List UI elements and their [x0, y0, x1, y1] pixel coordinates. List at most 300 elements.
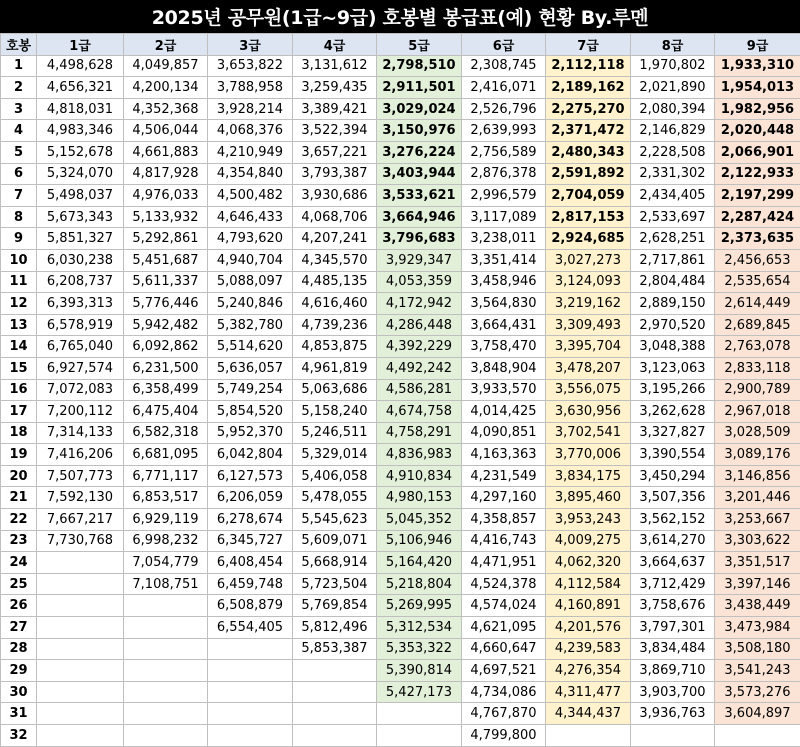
salary-cell: 6,582,318: [124, 422, 208, 444]
salary-cell: 5,164,420: [377, 552, 462, 574]
salary-cell: 4,500,482: [208, 185, 293, 207]
salary-table: [0, 33, 800, 747]
salary-cell: 2,535,654: [715, 271, 800, 293]
salary-cell: 3,562,152: [631, 509, 715, 531]
salary-cell: 2,817,153: [546, 206, 631, 228]
salary-cell: 4,767,870: [462, 703, 546, 725]
salary-cell: 5,240,846: [208, 293, 293, 315]
salary-cell: 2,197,299: [715, 185, 800, 207]
salary-cell: 5,427,173: [377, 681, 462, 703]
salary-cell: [377, 703, 462, 725]
hobong-cell: 8: [1, 206, 37, 228]
salary-cell: [546, 725, 631, 747]
table-row: [1, 120, 800, 142]
table-row: [1, 422, 800, 444]
salary-cell: 5,854,520: [208, 401, 293, 423]
salary-cell: 4,231,549: [462, 465, 546, 487]
salary-cell: 2,331,302: [631, 163, 715, 185]
hobong-cell: 22: [1, 509, 37, 531]
hobong-cell: 12: [1, 293, 37, 315]
salary-cell: 5,749,254: [208, 379, 293, 401]
hobong-cell: 13: [1, 314, 37, 336]
salary-cell: 3,758,470: [462, 336, 546, 358]
salary-cell: 3,936,763: [631, 703, 715, 725]
salary-cell: 2,924,685: [546, 228, 631, 250]
salary-cell: 2,526,796: [462, 98, 546, 120]
hobong-cell: 18: [1, 422, 37, 444]
salary-cell: 4,961,819: [293, 357, 377, 379]
salary-cell: 3,253,667: [715, 509, 800, 531]
salary-cell: 4,646,433: [208, 206, 293, 228]
salary-cell: [293, 703, 377, 725]
hobong-cell: 9: [1, 228, 37, 250]
hobong-cell: 5: [1, 141, 37, 163]
salary-cell: 6,853,517: [124, 487, 208, 509]
salary-cell: 2,112,118: [546, 55, 631, 77]
hobong-cell: 32: [1, 725, 37, 747]
salary-cell: 2,889,150: [631, 293, 715, 315]
table-row: [1, 660, 800, 682]
salary-cell: [715, 725, 800, 747]
salary-cell: 5,406,058: [293, 465, 377, 487]
salary-cell: 3,195,266: [631, 379, 715, 401]
hobong-cell: 17: [1, 401, 37, 423]
salary-cell: 3,029,024: [377, 98, 462, 120]
salary-cell: 2,480,343: [546, 141, 631, 163]
hobong-cell: 29: [1, 660, 37, 682]
salary-cell: 2,628,251: [631, 228, 715, 250]
salary-cell: 4,239,583: [546, 638, 631, 660]
table-row: [1, 552, 800, 574]
salary-cell: 5,609,071: [293, 530, 377, 552]
salary-cell: 4,416,743: [462, 530, 546, 552]
salary-cell: 4,201,576: [546, 617, 631, 639]
salary-cell: 4,980,153: [377, 487, 462, 509]
table-row: [1, 357, 800, 379]
hobong-cell: 10: [1, 249, 37, 271]
salary-cell: 3,389,421: [293, 98, 377, 120]
salary-cell: 6,475,404: [124, 401, 208, 423]
salary-cell: 4,758,291: [377, 422, 462, 444]
salary-cell: 5,292,861: [124, 228, 208, 250]
table-row: [1, 55, 800, 77]
salary-cell: 3,614,270: [631, 530, 715, 552]
salary-cell: 3,403,944: [377, 163, 462, 185]
salary-cell: 4,697,521: [462, 660, 546, 682]
salary-cell: 4,297,160: [462, 487, 546, 509]
table-row: [1, 163, 800, 185]
salary-cell: 6,358,499: [124, 379, 208, 401]
salary-cell: 5,133,932: [124, 206, 208, 228]
salary-cell: 4,739,236: [293, 314, 377, 336]
salary-cell: 3,928,214: [208, 98, 293, 120]
hobong-cell: 14: [1, 336, 37, 358]
table-row: [1, 638, 800, 660]
salary-cell: 3,473,984: [715, 617, 800, 639]
header-grade-4: 4급: [293, 34, 377, 56]
hobong-cell: 31: [1, 703, 37, 725]
salary-cell: [208, 725, 293, 747]
salary-cell: 3,664,946: [377, 206, 462, 228]
salary-cell: 5,611,337: [124, 271, 208, 293]
salary-cell: [37, 617, 124, 639]
salary-cell: 5,390,814: [377, 660, 462, 682]
salary-cell: 4,656,321: [37, 77, 124, 99]
hobong-cell: 20: [1, 465, 37, 487]
salary-cell: 6,042,804: [208, 444, 293, 466]
salary-cell: 3,758,676: [631, 595, 715, 617]
table-row: [1, 271, 800, 293]
table-row: [1, 573, 800, 595]
salary-cell: 5,478,055: [293, 487, 377, 509]
salary-cell: 3,027,273: [546, 249, 631, 271]
salary-cell: 5,851,327: [37, 228, 124, 250]
salary-cell: 4,344,437: [546, 703, 631, 725]
salary-cell: 3,390,554: [631, 444, 715, 466]
salary-cell: 7,730,768: [37, 530, 124, 552]
salary-cell: 5,045,352: [377, 509, 462, 531]
salary-cell: 5,324,070: [37, 163, 124, 185]
table-row: [1, 77, 800, 99]
salary-cell: 4,049,857: [124, 55, 208, 77]
salary-cell: 3,653,822: [208, 55, 293, 77]
salary-cell: 5,382,780: [208, 314, 293, 336]
salary-cell: 5,952,370: [208, 422, 293, 444]
salary-cell: 3,508,180: [715, 638, 800, 660]
salary-cell: 2,967,018: [715, 401, 800, 423]
salary-cell: 5,514,620: [208, 336, 293, 358]
table-row: [1, 703, 800, 725]
table-row: [1, 185, 800, 207]
salary-cell: 2,717,861: [631, 249, 715, 271]
salary-cell: 3,848,904: [462, 357, 546, 379]
salary-cell: 4,976,033: [124, 185, 208, 207]
salary-cell: 4,817,928: [124, 163, 208, 185]
salary-cell: 4,940,704: [208, 249, 293, 271]
salary-cell: 2,020,448: [715, 120, 800, 142]
header-row: [1, 34, 800, 56]
header-grade-1: 1급: [37, 34, 124, 56]
salary-cell: 3,309,493: [546, 314, 631, 336]
salary-cell: 6,393,313: [37, 293, 124, 315]
hobong-cell: 26: [1, 595, 37, 617]
salary-cell: 5,636,057: [208, 357, 293, 379]
salary-cell: 3,117,089: [462, 206, 546, 228]
salary-cell: 4,674,758: [377, 401, 462, 423]
salary-cell: 3,507,356: [631, 487, 715, 509]
salary-cell: 2,833,118: [715, 357, 800, 379]
salary-cell: 4,160,891: [546, 595, 631, 617]
salary-cell: [124, 638, 208, 660]
salary-cell: 6,127,573: [208, 465, 293, 487]
table-row: [1, 141, 800, 163]
salary-cell: 7,592,130: [37, 487, 124, 509]
salary-cell: 3,604,897: [715, 703, 800, 725]
salary-cell: 2,704,059: [546, 185, 631, 207]
salary-cell: 3,929,347: [377, 249, 462, 271]
salary-cell: 5,673,343: [37, 206, 124, 228]
table-row: [1, 206, 800, 228]
salary-cell: 6,578,919: [37, 314, 124, 336]
salary-cell: [37, 638, 124, 660]
salary-cell: 2,639,993: [462, 120, 546, 142]
salary-cell: 2,689,845: [715, 314, 800, 336]
salary-cell: 2,228,508: [631, 141, 715, 163]
salary-cell: 6,030,238: [37, 249, 124, 271]
salary-cell: 3,664,637: [631, 552, 715, 574]
salary-cell: 4,492,242: [377, 357, 462, 379]
salary-cell: 6,278,674: [208, 509, 293, 531]
salary-cell: 6,929,119: [124, 509, 208, 531]
salary-cell: 7,416,206: [37, 444, 124, 466]
table-row: [1, 725, 800, 747]
salary-cell: 2,996,579: [462, 185, 546, 207]
salary-cell: 5,218,804: [377, 573, 462, 595]
salary-cell: 4,392,229: [377, 336, 462, 358]
salary-cell: 3,327,827: [631, 422, 715, 444]
salary-cell: [124, 595, 208, 617]
salary-cell: 3,351,414: [462, 249, 546, 271]
salary-cell: 5,723,504: [293, 573, 377, 595]
salary-cell: 4,621,095: [462, 617, 546, 639]
salary-cell: [124, 703, 208, 725]
salary-cell: 3,796,683: [377, 228, 462, 250]
salary-cell: 5,812,496: [293, 617, 377, 639]
salary-cell: 2,189,162: [546, 77, 631, 99]
salary-cell: 2,763,078: [715, 336, 800, 358]
hobong-cell: 3: [1, 98, 37, 120]
salary-cell: 6,554,405: [208, 617, 293, 639]
salary-cell: 6,408,454: [208, 552, 293, 574]
salary-cell: 4,163,363: [462, 444, 546, 466]
salary-cell: 3,048,388: [631, 336, 715, 358]
salary-cell: 3,788,958: [208, 77, 293, 99]
hobong-cell: 7: [1, 185, 37, 207]
salary-cell: 6,998,232: [124, 530, 208, 552]
hobong-cell: 25: [1, 573, 37, 595]
salary-cell: 3,664,431: [462, 314, 546, 336]
salary-cell: [208, 703, 293, 725]
salary-cell: 4,276,354: [546, 660, 631, 682]
salary-cell: 4,172,942: [377, 293, 462, 315]
salary-cell: 6,681,095: [124, 444, 208, 466]
salary-cell: 7,054,779: [124, 552, 208, 574]
header-grade-5: 5급: [377, 34, 462, 56]
salary-cell: [208, 660, 293, 682]
salary-cell: 4,836,983: [377, 444, 462, 466]
salary-cell: 3,395,704: [546, 336, 631, 358]
salary-cell: 3,303,622: [715, 530, 800, 552]
salary-cell: 2,970,520: [631, 314, 715, 336]
hobong-cell: 30: [1, 681, 37, 703]
salary-cell: 1,982,956: [715, 98, 800, 120]
salary-cell: 3,834,484: [631, 638, 715, 660]
salary-cell: 5,088,097: [208, 271, 293, 293]
hobong-cell: 21: [1, 487, 37, 509]
salary-cell: 6,231,500: [124, 357, 208, 379]
table-row: [1, 487, 800, 509]
salary-cell: 3,770,006: [546, 444, 631, 466]
salary-cell: [124, 617, 208, 639]
table-row: [1, 336, 800, 358]
salary-cell: 7,108,751: [124, 573, 208, 595]
hobong-cell: 2: [1, 77, 37, 99]
hobong-cell: 4: [1, 120, 37, 142]
hobong-cell: 11: [1, 271, 37, 293]
salary-cell: 3,124,093: [546, 271, 631, 293]
salary-cell: 7,507,773: [37, 465, 124, 487]
salary-cell: 4,586,281: [377, 379, 462, 401]
salary-cell: [124, 660, 208, 682]
salary-cell: [377, 725, 462, 747]
salary-cell: 3,797,301: [631, 617, 715, 639]
salary-cell: 5,545,623: [293, 509, 377, 531]
salary-cell: 4,345,570: [293, 249, 377, 271]
salary-cell: [37, 595, 124, 617]
salary-cell: 2,373,635: [715, 228, 800, 250]
salary-cell: 3,351,517: [715, 552, 800, 574]
header-grade-8: 8급: [631, 34, 715, 56]
salary-cell: 3,522,394: [293, 120, 377, 142]
salary-cell: 6,459,748: [208, 573, 293, 595]
salary-cell: 2,066,901: [715, 141, 800, 163]
salary-cell: 4,818,031: [37, 98, 124, 120]
salary-cell: 4,616,460: [293, 293, 377, 315]
salary-cell: 2,804,484: [631, 271, 715, 293]
table-body: [1, 55, 800, 746]
salary-cell: 2,900,789: [715, 379, 800, 401]
salary-cell: 4,660,647: [462, 638, 546, 660]
salary-cell: 4,286,448: [377, 314, 462, 336]
salary-cell: 4,352,368: [124, 98, 208, 120]
page-title: 2025년 공무원(1급~9급) 호봉별 봉급표(예) 현황 By.루멘: [0, 0, 800, 33]
salary-cell: 5,152,678: [37, 141, 124, 163]
table-row: [1, 595, 800, 617]
salary-cell: 6,765,040: [37, 336, 124, 358]
salary-cell: 2,533,697: [631, 206, 715, 228]
salary-cell: 2,591,892: [546, 163, 631, 185]
hobong-cell: 27: [1, 617, 37, 639]
salary-cell: 4,009,275: [546, 530, 631, 552]
salary-cell: 3,259,435: [293, 77, 377, 99]
hobong-cell: 19: [1, 444, 37, 466]
salary-cell: 4,574,024: [462, 595, 546, 617]
header-grade-9: 9급: [715, 34, 800, 56]
salary-cell: 4,210,949: [208, 141, 293, 163]
salary-cell: 3,556,075: [546, 379, 631, 401]
salary-cell: 1,933,310: [715, 55, 800, 77]
salary-cell: 3,533,621: [377, 185, 462, 207]
salary-cell: 4,200,134: [124, 77, 208, 99]
salary-cell: 3,657,221: [293, 141, 377, 163]
salary-cell: 7,200,112: [37, 401, 124, 423]
salary-cell: 4,014,425: [462, 401, 546, 423]
hobong-cell: 15: [1, 357, 37, 379]
salary-cell: 3,933,570: [462, 379, 546, 401]
salary-cell: 2,876,378: [462, 163, 546, 185]
salary-cell: 2,434,405: [631, 185, 715, 207]
table-row: [1, 228, 800, 250]
salary-cell: 3,219,162: [546, 293, 631, 315]
salary-cell: 4,485,135: [293, 271, 377, 293]
salary-cell: 7,072,083: [37, 379, 124, 401]
salary-cell: 2,456,653: [715, 249, 800, 271]
salary-cell: 5,498,037: [37, 185, 124, 207]
salary-cell: 4,090,851: [462, 422, 546, 444]
table-row: [1, 293, 800, 315]
salary-cell: 4,793,620: [208, 228, 293, 250]
salary-cell: 3,201,446: [715, 487, 800, 509]
table-row: [1, 314, 800, 336]
hobong-cell: 16: [1, 379, 37, 401]
hobong-cell: 24: [1, 552, 37, 574]
header-grade-6: 6급: [462, 34, 546, 56]
salary-cell: 3,450,294: [631, 465, 715, 487]
salary-cell: 5,942,482: [124, 314, 208, 336]
salary-cell: 2,308,745: [462, 55, 546, 77]
salary-cell: 2,911,501: [377, 77, 462, 99]
salary-cell: 3,953,243: [546, 509, 631, 531]
table-row: [1, 249, 800, 271]
salary-cell: 2,080,394: [631, 98, 715, 120]
salary-cell: 2,798,510: [377, 55, 462, 77]
salary-cell: 4,983,346: [37, 120, 124, 142]
salary-cell: 4,068,376: [208, 120, 293, 142]
header-grade-2: 2급: [124, 34, 208, 56]
salary-cell: 3,869,710: [631, 660, 715, 682]
salary-cell: 3,150,976: [377, 120, 462, 142]
salary-cell: 7,667,217: [37, 509, 124, 531]
salary-cell: 2,122,933: [715, 163, 800, 185]
salary-cell: 3,793,387: [293, 163, 377, 185]
salary-cell: 6,771,117: [124, 465, 208, 487]
salary-cell: 4,354,840: [208, 163, 293, 185]
salary-cell: [124, 725, 208, 747]
salary-cell: 4,910,834: [377, 465, 462, 487]
salary-cell: 3,146,856: [715, 465, 800, 487]
salary-cell: 7,314,133: [37, 422, 124, 444]
hobong-cell: 23: [1, 530, 37, 552]
salary-cell: 4,853,875: [293, 336, 377, 358]
salary-cell: 3,541,243: [715, 660, 800, 682]
salary-cell: 5,158,240: [293, 401, 377, 423]
table-row: [1, 98, 800, 120]
salary-cell: 4,498,628: [37, 55, 124, 77]
salary-cell: 5,353,322: [377, 638, 462, 660]
salary-cell: 5,106,946: [377, 530, 462, 552]
salary-cell: [293, 660, 377, 682]
salary-cell: 5,312,534: [377, 617, 462, 639]
header-hobong: 호봉: [1, 34, 37, 56]
salary-cell: 6,092,862: [124, 336, 208, 358]
salary-cell: 4,734,086: [462, 681, 546, 703]
salary-cell: 2,416,071: [462, 77, 546, 99]
salary-cell: 4,471,951: [462, 552, 546, 574]
salary-cell: 5,853,387: [293, 638, 377, 660]
salary-cell: 2,275,270: [546, 98, 631, 120]
salary-cell: 4,524,378: [462, 573, 546, 595]
salary-cell: 5,668,914: [293, 552, 377, 574]
salary-cell: 3,123,063: [631, 357, 715, 379]
salary-cell: 2,614,449: [715, 293, 800, 315]
table-row: [1, 617, 800, 639]
salary-cell: 4,112,584: [546, 573, 631, 595]
salary-cell: 6,508,879: [208, 595, 293, 617]
salary-cell: [37, 725, 124, 747]
header-grade-3: 3급: [208, 34, 293, 56]
salary-cell: [37, 552, 124, 574]
hobong-cell: 1: [1, 55, 37, 77]
